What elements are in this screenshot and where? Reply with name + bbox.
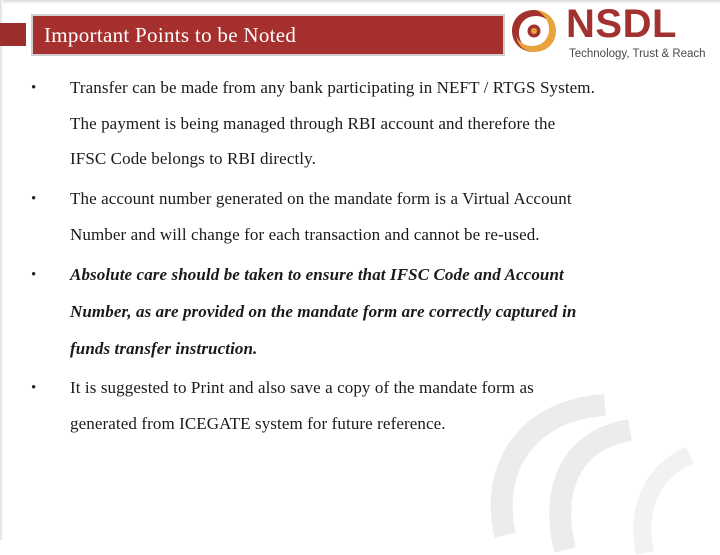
- slide-left-edge: [0, 0, 3, 540]
- point-line: It is suggested to Print and also save a copy of the mandate form as: [70, 378, 534, 397]
- point-line: IFSC Code belongs to RBI directly.: [70, 149, 316, 168]
- logo-watermark: [455, 385, 720, 555]
- bullet-marker: •: [31, 380, 37, 396]
- point-line: generated from ICEGATE system for future reference.: [70, 414, 446, 433]
- title-bar: [33, 16, 503, 54]
- logo-tagline: Technology, Trust & Reach: [569, 48, 706, 60]
- point-line: Transfer can be made from any bank participating in NEFT / RTGS System.: [70, 78, 595, 97]
- point-line: Absolute care should be taken to ensure that IFSC Code and Account: [70, 265, 564, 284]
- logo-wordmark: NSDL: [566, 2, 677, 46]
- point-line: The payment is being managed through RBI account and therefore the: [70, 114, 556, 133]
- point-line: The account number generated on the mandate form is a Virtual Account: [70, 189, 572, 208]
- nsdl-logo: [508, 4, 708, 68]
- nsdl-swirl-logo-icon: [508, 6, 560, 56]
- point-line: Number and will change for each transaction and cannot be re-used.: [70, 225, 540, 244]
- bullet-marker: •: [31, 80, 37, 96]
- bullet-marker: •: [31, 267, 37, 283]
- bullet-marker: •: [31, 191, 37, 207]
- page-title: Important Points to be Noted: [44, 23, 297, 47]
- title-marker-block: [0, 23, 26, 46]
- point-line: funds transfer instruction.: [70, 339, 258, 358]
- point-line: Number, as are provided on the mandate form are correctly captured in: [70, 302, 577, 321]
